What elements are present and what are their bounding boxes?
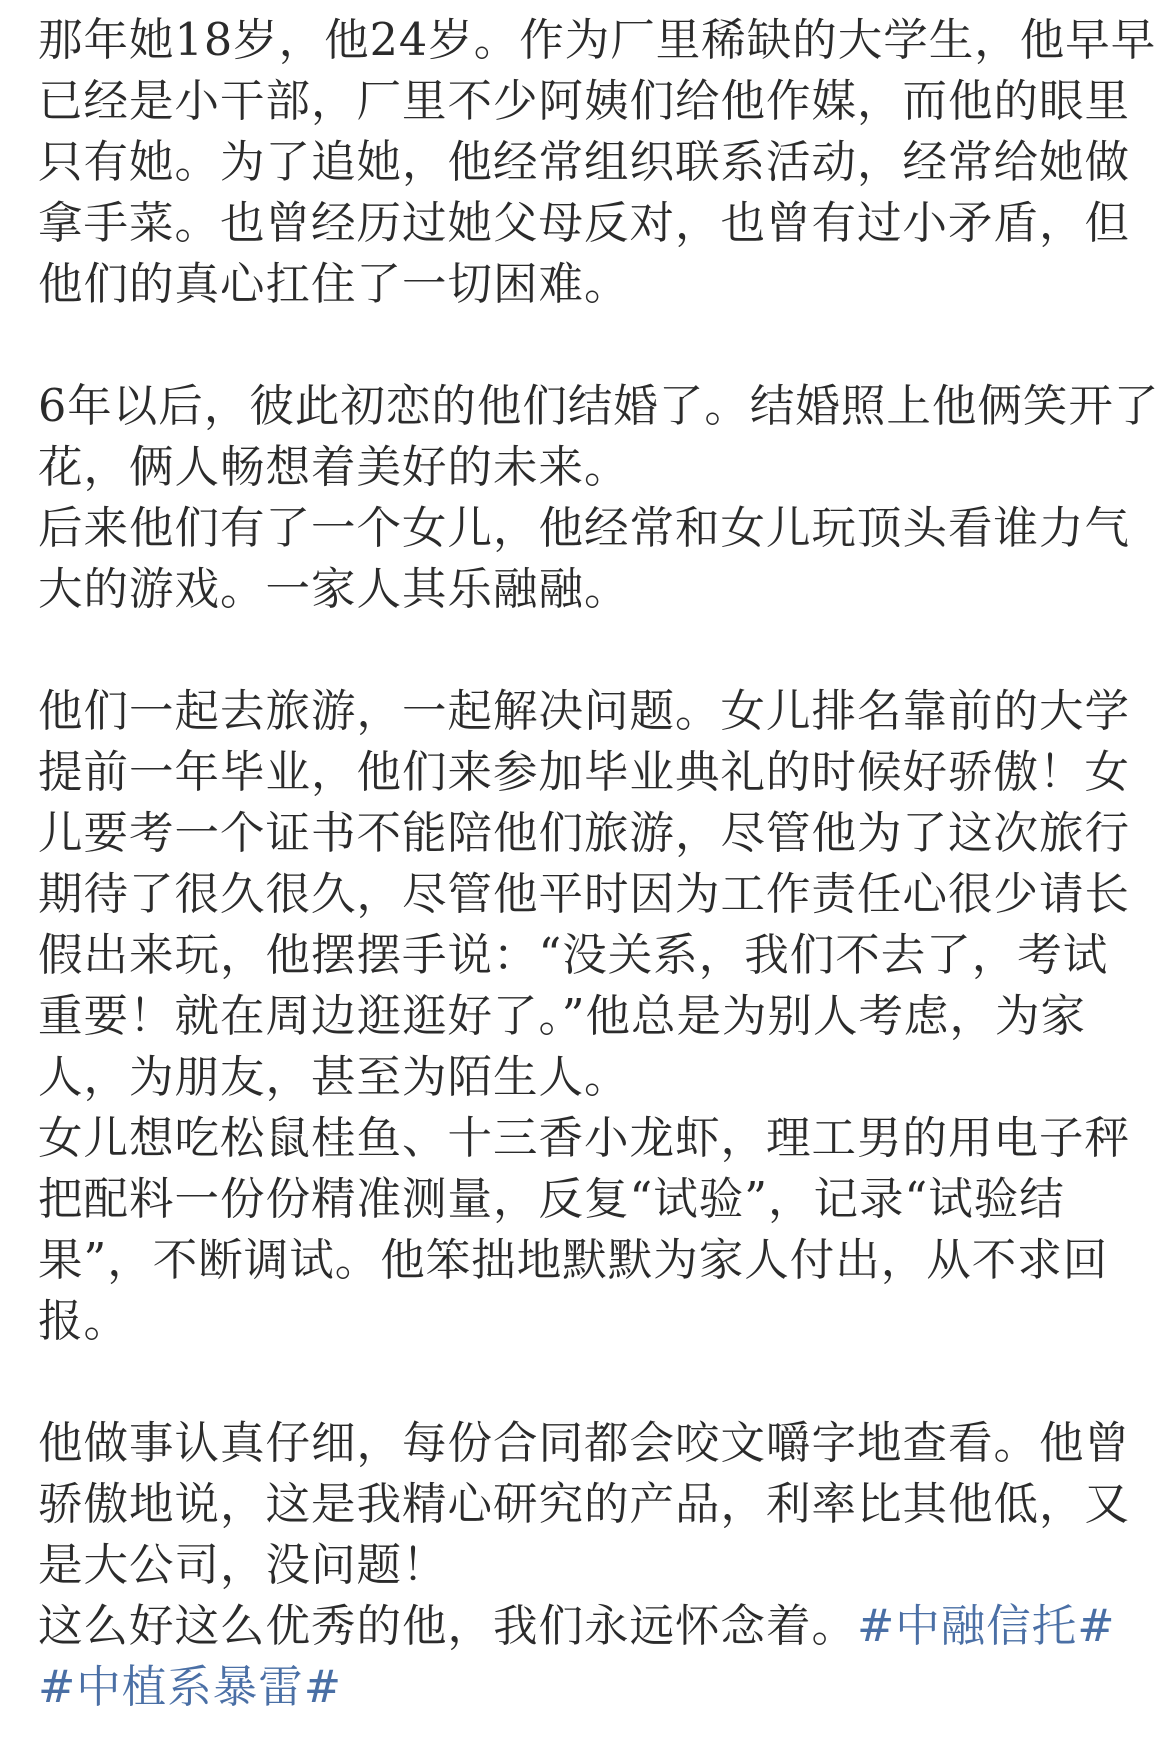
closing-line xyxy=(38,1596,1140,1657)
text-line: 后来他们有了一个女儿，他经常和女儿玩顶头看谁力气 xyxy=(38,503,1131,554)
text-line: 已经是小干部，厂里不少阿姨们给他作媒，而他的眼里 xyxy=(38,76,1131,127)
text-line: 重要！就在周边逛逛好了。”他总是为别人考虑，为家 xyxy=(38,991,1087,1042)
hashtag-link[interactable]: #中融信托# xyxy=(857,1601,1116,1652)
text-line: 6年以后，彼此初恋的他们结婚了。结婚照上他俩笑开了 xyxy=(38,381,1160,432)
paragraph-contract xyxy=(38,1413,1140,1718)
text-line: 花，俩人畅想着美好的未来。 xyxy=(38,442,630,493)
paragraph-family xyxy=(38,681,1140,1352)
text-line: 拿手菜。也曾经历过她父母反对，也曾有过小矛盾，但 xyxy=(38,198,1131,249)
paragraph-courtship xyxy=(38,10,1157,315)
paragraph-gap xyxy=(38,1352,1140,1413)
text-line: 果”，不断调试。他笨拙地默默为家人付出，从不求回 xyxy=(38,1235,1109,1286)
text-line: 把配料一份份精准测量，反复“试验”，记录“试验结 xyxy=(38,1174,1065,1225)
text-line: 骄傲地说，这是我精心研究的产品，利率比其他低，又 xyxy=(38,1479,1131,1530)
paragraph-gap xyxy=(38,620,1140,681)
paragraph-gap xyxy=(38,315,1140,376)
text-line: 提前一年毕业，他们来参加毕业典礼的时候好骄傲！女 xyxy=(38,747,1131,798)
text-line: 只有她。为了追她，他经常组织联系活动，经常给她做 xyxy=(38,137,1131,188)
text-line: 女儿想吃松鼠桂鱼、十三香小龙虾，理工男的用电子秤 xyxy=(38,1113,1131,1164)
hashtag-link[interactable]: #中植系暴雷# xyxy=(38,1662,343,1713)
text-line: 那年她18岁，他24岁。作为厂里稀缺的大学生，他早早 xyxy=(38,15,1157,66)
text-line: 他做事认真仔细，每份合同都会咬文嚼字地查看。他曾 xyxy=(38,1418,1131,1469)
text-line: 大的游戏。一家人其乐融融。 xyxy=(38,564,630,615)
text-line: 他们一起去旅游，一起解决问题。女儿排名靠前的大学 xyxy=(38,686,1131,737)
text-line: 是大公司，没问题！ xyxy=(38,1540,448,1591)
text-line: 期待了很久很久，尽管他平时因为工作责任心很少请长 xyxy=(38,869,1131,920)
paragraph-marriage xyxy=(38,376,1160,620)
closing-text: 这么好这么优秀的他，我们永远怀念着。 xyxy=(38,1601,858,1652)
text-line: 假出来玩，他摆摆手说：“没关系，我们不去了，考试 xyxy=(38,930,1109,981)
text-line xyxy=(38,1657,1140,1718)
text-line: 他们的真心扛住了一切困难。 xyxy=(38,259,630,310)
text-line: 人，为朋友，甚至为陌生人。 xyxy=(38,1052,630,1103)
text-line: 报。 xyxy=(38,1296,130,1347)
text-line: 儿要考一个证书不能陪他们旅游，尽管他为了这次旅行 xyxy=(38,808,1131,859)
